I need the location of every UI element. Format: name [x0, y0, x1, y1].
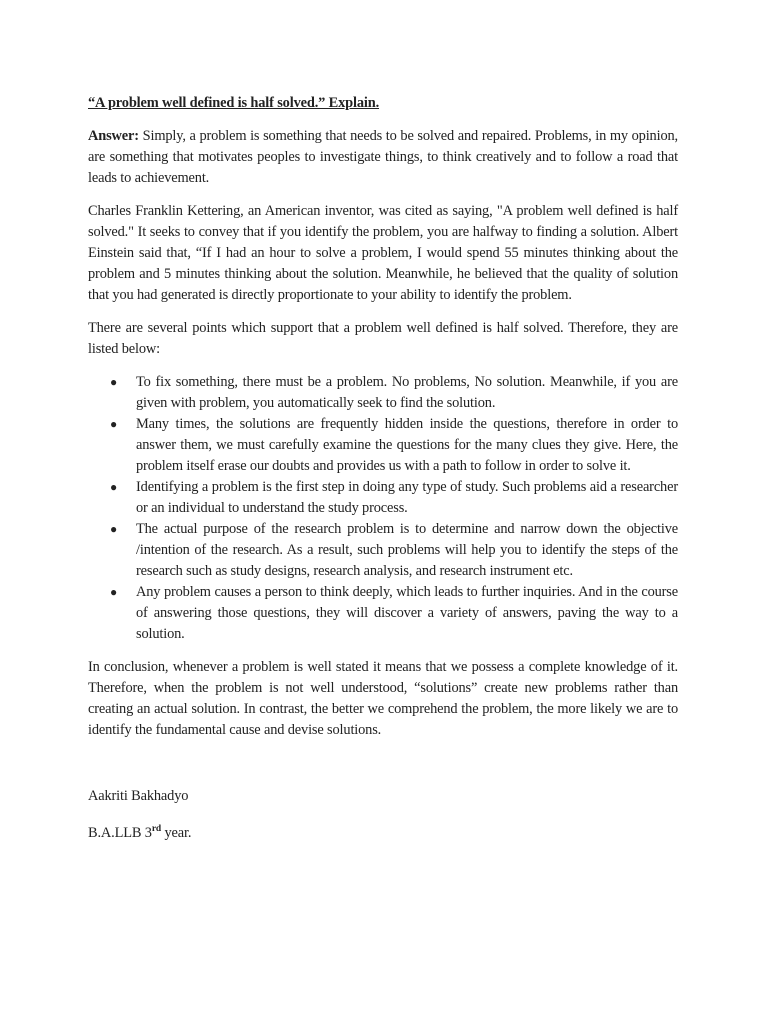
points-intro-paragraph: There are several points which support that a problem well defined is half solved. Therefore, they are listed below:	[88, 320, 678, 357]
list-item-text: Identifying a problem is the first step in doing any type of study. Such problems aid a researcher or an individual to understand the study process.	[136, 479, 678, 516]
bullet-icon: ●	[110, 375, 118, 389]
list-item	[88, 477, 678, 519]
bullet-icon: ●	[110, 585, 118, 599]
list-item-text: Any problem causes a person to think deeply, which leads to further inquiries. And in the course of answering those questions, they will discover a variety of answers, paving the way to a solution.	[136, 584, 678, 642]
conclusion-paragraph: In conclusion, whenever a problem is well stated it means that we possess a complete knowledge of it. Therefore, when the problem is not well understood, “solutions” create new problems rather than creating an actual solution. In contrast, the better we comprehend the problem, the more likely we are to identify the fundamental cause and devise solutions.	[88, 659, 678, 738]
course-suffix: year.	[161, 825, 192, 841]
course-prefix: B.A.LLB 3	[88, 825, 152, 841]
bullet-icon: ●	[110, 480, 118, 494]
document-page	[88, 93, 678, 844]
answer-label: Answer:	[88, 128, 139, 144]
document-title: “A problem well defined is half solved.” Explain.	[88, 95, 380, 111]
author-course	[88, 823, 678, 844]
kettering-paragraph: Charles Franklin Kettering, an American inventor, was cited as saying, "A problem well defined is half solved." It seeks to convey that if you identify the problem, you are halfway to finding a solution. Albert Einstein said that, “If I had an hour to solve a problem, I would spend 55 minutes thinking about the problem and 5 minutes thinking about the solution. Meanwhile, he believed that the quality of solution that you had generated is directly proportionate to your ability to identify the problem.	[88, 203, 678, 303]
bullet-icon: ●	[110, 417, 118, 431]
answer-paragraph	[88, 126, 678, 189]
bullet-icon: ●	[110, 522, 118, 536]
list-item	[88, 582, 678, 645]
list-item	[88, 519, 678, 582]
list-item	[88, 372, 678, 414]
author-name: Aakriti Bakhadyo	[88, 788, 189, 804]
supporting-points-list	[88, 372, 678, 645]
list-item	[88, 414, 678, 477]
list-item-text: Many times, the solutions are frequently hidden inside the questions, therefore in order to answer them, we must carefully examine the questions for the many clues they give. Here, the problem itself erase our doubts and provides us with a path to follow in order to solve it.	[136, 416, 678, 474]
list-item-text: To fix something, there must be a problem. No problems, No solution. Meanwhile, if you are given with problem, you automatically seek to find the solution.	[136, 374, 678, 411]
list-item-text: The actual purpose of the research problem is to determine and narrow down the objective /intention of the research. As a result, such problems will help you to identify the steps of the research such as study designs, research analysis, and research instrument etc.	[136, 521, 678, 579]
course-ordinal-suffix: rd	[151, 824, 162, 834]
answer-text: Simply, a problem is something that needs to be solved and repaired. Problems, in my opinion, are something that motivates peoples to investigate things, to think creatively and to follow a road that leads to achievement.	[88, 128, 678, 186]
